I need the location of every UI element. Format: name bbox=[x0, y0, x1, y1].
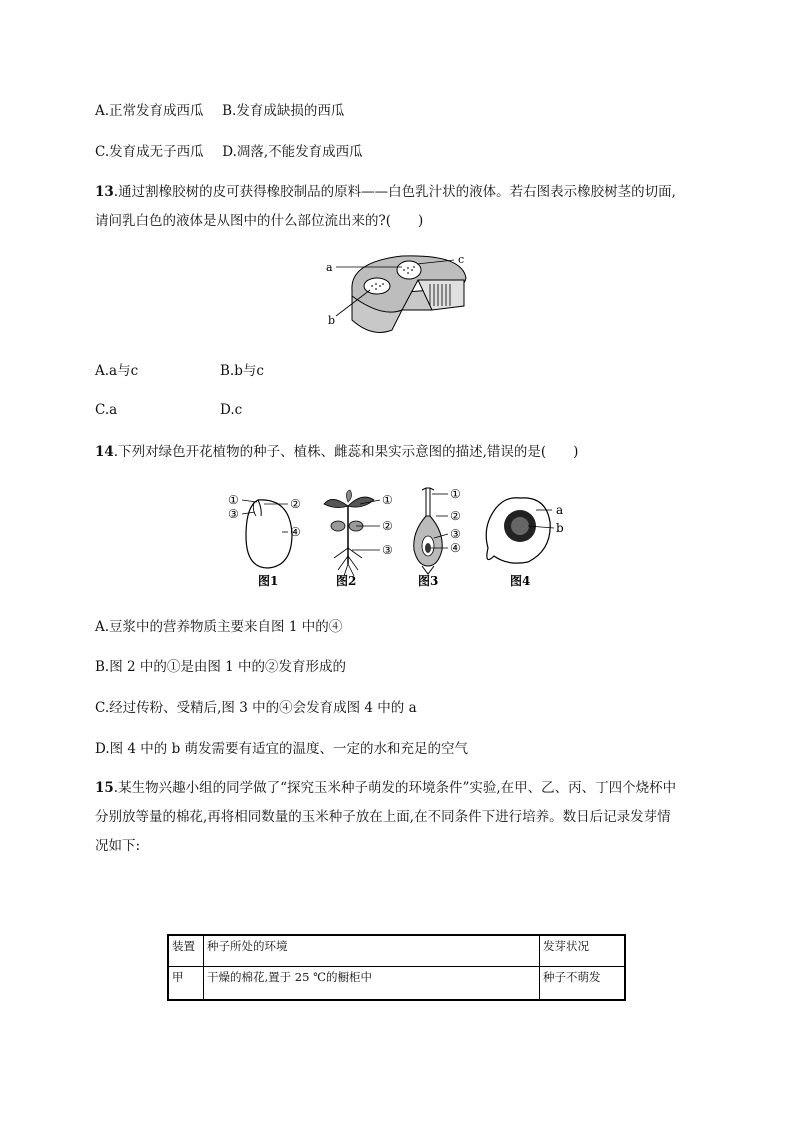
q15-text-3: 况如下: bbox=[95, 838, 141, 854]
q12-options-row1 bbox=[95, 101, 344, 121]
caption-fig2: 图2 bbox=[336, 574, 357, 588]
fig2-label-1: ① bbox=[382, 493, 393, 507]
q13-text-2: 请问乳白色的液体是从图中的什么部位流出来的?( ) bbox=[95, 213, 424, 229]
header-environment: 种子所处的环境 bbox=[204, 935, 540, 967]
q13-option-a: A.a与c bbox=[95, 363, 139, 379]
q15-text-2: 分别放等量的棉花,再将相同数量的玉米种子放在上面,在不同条件下进行培养。数日后记录发芽情 bbox=[95, 809, 671, 825]
cell-germination: 种子不萌发 bbox=[540, 967, 626, 1001]
q12-options-row2 bbox=[95, 142, 363, 162]
seed-figure bbox=[228, 493, 301, 568]
q13-option-d: D.c bbox=[220, 402, 243, 418]
q15-number: 15 bbox=[95, 780, 114, 796]
q13-option-c: C.a bbox=[95, 402, 118, 418]
fig3-label-3: ③ bbox=[450, 527, 461, 541]
q12-option-c: C.发育成无子西瓜 bbox=[95, 144, 204, 160]
caption-fig4: 图4 bbox=[510, 574, 531, 588]
q13-stem-line1 bbox=[95, 182, 676, 202]
q13-label-c: c bbox=[458, 253, 465, 266]
q15-stem-line3 bbox=[95, 836, 140, 856]
q13-option-b: B.b与c bbox=[220, 363, 264, 379]
fig3-label-2: ② bbox=[450, 509, 461, 523]
seedling-figure bbox=[324, 490, 393, 576]
q14-option-c: C.经过传粉、受精后,图 3 中的④会发育成图 4 中的 a bbox=[95, 700, 417, 716]
q12-option-a: A.正常发育成西瓜 bbox=[95, 103, 204, 119]
q13-text-1: .通过割橡胶树的皮可获得橡胶制品的原料——白色乳汁状的液体。若右图表示橡胶树茎的切面, bbox=[113, 184, 676, 200]
q13-label-b: b bbox=[328, 314, 336, 327]
q12-option-b: B.发育成缺损的西瓜 bbox=[222, 103, 345, 119]
caption-fig1: 图1 bbox=[258, 574, 279, 588]
q13-stem-section-figure bbox=[322, 248, 472, 340]
q14-option-a: A.豆浆中的营养物质主要来自图 1 中的④ bbox=[95, 619, 343, 635]
table-row bbox=[168, 967, 625, 1001]
q14-option-b: B.图 2 中的①是由图 1 中的②发育形成的 bbox=[95, 659, 347, 675]
fig1-label-2: ② bbox=[290, 497, 301, 511]
q13-stem-line2 bbox=[95, 211, 423, 231]
fig1-label-3: ③ bbox=[228, 507, 239, 521]
fig2-label-3: ③ bbox=[382, 543, 393, 557]
q15-text-1: .某生物兴趣小组的同学做了“探究玉米种子萌发的环境条件”实验,在甲、乙、丙、丁四个烧杯中 bbox=[113, 780, 677, 796]
experiment-table bbox=[167, 934, 626, 1001]
pistil-figure bbox=[414, 487, 461, 574]
fig4-label-a: a bbox=[556, 503, 564, 517]
q14-stem bbox=[95, 442, 578, 462]
fruit-figure bbox=[486, 498, 564, 563]
q12-option-d: D.凋落,不能发育成西瓜 bbox=[222, 144, 363, 160]
caption-fig3: 图3 bbox=[418, 574, 439, 588]
cell-device: 甲 bbox=[168, 967, 204, 1001]
q13-number: 13 bbox=[95, 184, 114, 200]
header-germination: 发芽状况 bbox=[540, 935, 626, 967]
header-device: 装置 bbox=[168, 935, 204, 967]
q15-stem-line2 bbox=[95, 807, 671, 827]
table-header-row bbox=[168, 935, 625, 967]
fig1-label-4: ④ bbox=[290, 525, 301, 539]
q14-text: .下列对绿色开花植物的种子、植株、雌蕊和果实示意图的描述,错误的是( ) bbox=[113, 444, 579, 460]
q14-number: 14 bbox=[95, 444, 114, 460]
q14-option-d: D.图 4 中的 b 萌发需要有适宜的温度、一定的水和充足的空气 bbox=[95, 741, 469, 757]
q13-label-a: a bbox=[326, 261, 333, 274]
fig3-label-1: ① bbox=[450, 487, 461, 501]
q15-stem-line1 bbox=[95, 778, 676, 798]
fig3-label-4: ④ bbox=[450, 541, 461, 555]
q14-figures bbox=[228, 486, 578, 590]
fig1-label-1: ① bbox=[228, 493, 239, 507]
fig4-label-b: b bbox=[556, 521, 564, 535]
cell-environment: 干燥的棉花,置于 25 ℃的橱柜中 bbox=[204, 967, 540, 1001]
fig2-label-2: ② bbox=[382, 519, 393, 533]
